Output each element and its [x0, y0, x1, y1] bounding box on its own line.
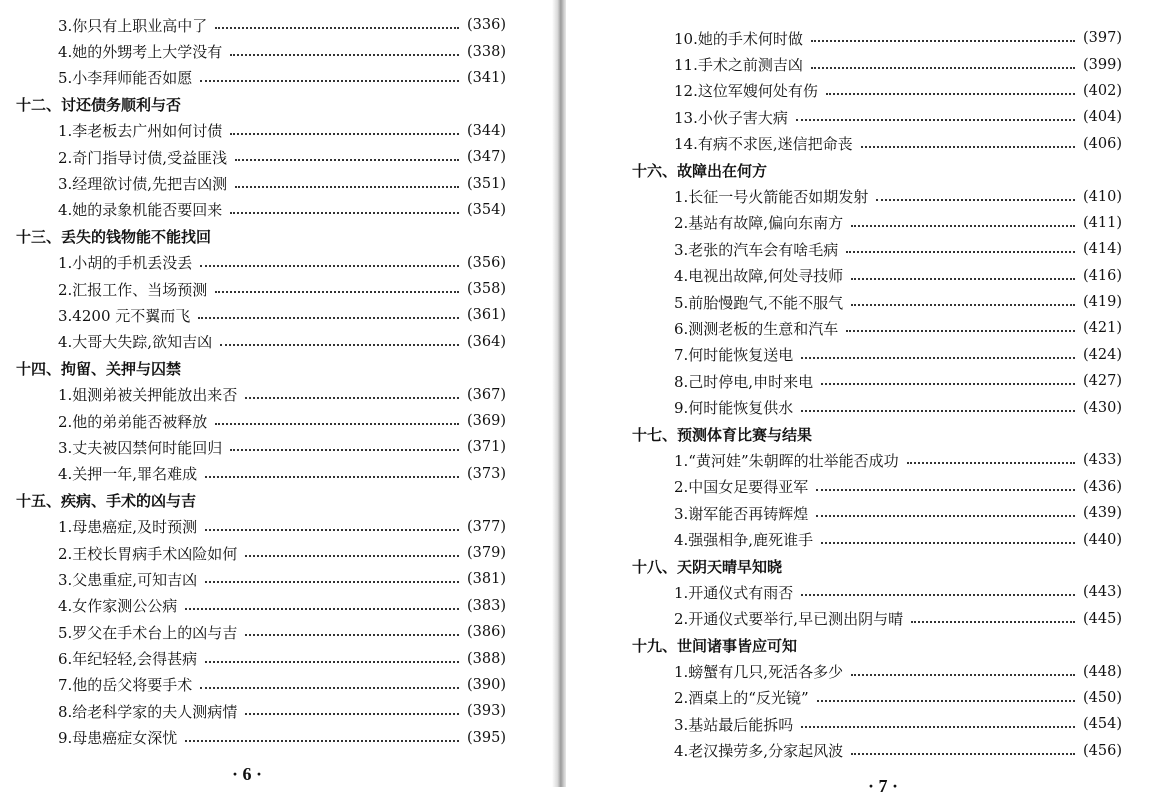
entry-page-number: (411): [1083, 214, 1122, 231]
entry-title: 8.己时停电,申时来电: [674, 372, 814, 391]
entry-title: 4.电视出故障,何处寻技师: [674, 267, 844, 286]
entry-page-number: (351): [467, 175, 506, 192]
toc-entry: [16, 276, 506, 302]
section-title: 十二、讨还债务顺利与否: [16, 95, 182, 114]
entry-page-number: (369): [467, 413, 506, 430]
entry-page-number: (419): [1083, 294, 1122, 311]
entry-page-number: (427): [1083, 373, 1122, 390]
dot-leader: [876, 185, 1075, 201]
toc-entry: [632, 210, 1122, 236]
entry-page-number: (445): [1083, 610, 1122, 627]
dot-leader: [205, 462, 459, 478]
toc-entry: [632, 51, 1122, 77]
entry-title: 10.她的手术何时做: [674, 29, 803, 48]
section-title: 十八、天阴天晴早知晓: [632, 557, 783, 576]
dot-leader: [200, 66, 459, 82]
entry-title: 2.王校长胃病手术凶险如何: [58, 544, 238, 563]
left-page-number: · 6 ·: [232, 764, 263, 784]
entry-title: 5.小李拜师能否如愿: [58, 69, 193, 88]
entry-title: 3.父患重症,可知吉凶: [58, 570, 198, 589]
entry-title: 9.母患癌症女深忧: [58, 729, 178, 748]
entry-page-number: (367): [467, 386, 506, 403]
entry-page-number: (377): [467, 518, 506, 535]
entry-title: 5.前胎慢跑气,不能不服气: [674, 293, 844, 312]
entry-page-number: (358): [467, 281, 506, 298]
entry-page-number: (404): [1083, 109, 1122, 126]
dot-leader: [245, 541, 459, 557]
dot-leader: [200, 251, 459, 267]
section-title: 十六、故障出在何方: [632, 161, 768, 180]
entry-title: 13.小伙子害大病: [674, 108, 788, 127]
entry-page-number: (373): [467, 465, 506, 482]
dot-leader: [851, 660, 1075, 676]
entry-page-number: (388): [467, 650, 506, 667]
dot-leader: [907, 448, 1075, 464]
entry-page-number: (338): [467, 43, 506, 60]
entry-title: 4.强强相争,鹿死谁手: [674, 531, 814, 550]
entry-title: 3.4200 元不翼而飞: [58, 306, 191, 325]
section-title: 十四、拘留、关押与囚禁: [16, 359, 182, 378]
entry-page-number: (410): [1083, 188, 1122, 205]
toc-section-heading: [16, 91, 506, 117]
toc-section-heading: [16, 223, 506, 249]
entry-page-number: (397): [1083, 30, 1122, 47]
toc-entry: [632, 131, 1122, 157]
dot-leader: [215, 409, 459, 425]
entry-title: 1.李老板去广州如何讨债: [58, 122, 223, 141]
toc-entry: [16, 197, 506, 223]
toc-entry: [632, 447, 1122, 473]
entry-page-number: (416): [1083, 267, 1122, 284]
entry-page-number: (440): [1083, 531, 1122, 548]
entry-title: 1.开通仪式有雨否: [674, 583, 794, 602]
dot-leader: [826, 79, 1075, 95]
toc-entry: [16, 302, 506, 328]
dot-leader: [816, 501, 1075, 517]
dot-leader: [230, 40, 459, 56]
toc-section-heading: [632, 157, 1122, 183]
toc-entry: [632, 236, 1122, 262]
dot-leader: [911, 607, 1075, 623]
entry-page-number: (436): [1083, 478, 1122, 495]
dot-leader: [846, 316, 1075, 332]
entry-page-number: (443): [1083, 584, 1122, 601]
dot-leader: [230, 119, 459, 135]
entry-page-number: (379): [467, 545, 506, 561]
dot-leader: [801, 343, 1075, 359]
toc-entry: [632, 685, 1122, 711]
toc-entry: [632, 526, 1122, 552]
entry-title: 6.年纪轻轻,会得甚病: [58, 650, 198, 669]
toc-entry: [16, 672, 506, 698]
dot-leader: [811, 26, 1075, 42]
toc-section-heading: [16, 487, 506, 513]
section-title: 十五、疾病、手术的凶与吉: [16, 491, 197, 510]
toc-entry: [16, 645, 506, 671]
dot-leader: [796, 105, 1075, 121]
dot-leader: [230, 435, 459, 451]
entry-title: 3.丈夫被囚禁何时能回归: [58, 438, 223, 457]
entry-title: 1.“黄河娃”朱朝晖的壮举能否成功: [674, 451, 899, 470]
dot-leader: [801, 712, 1075, 728]
toc-entry: [632, 78, 1122, 104]
entry-page-number: (361): [467, 307, 506, 324]
entry-page-number: (341): [467, 69, 506, 86]
toc-entry: [16, 38, 506, 64]
dot-leader: [846, 237, 1075, 253]
toc-entry: [16, 461, 506, 487]
entry-title: 2.开通仪式要举行,早已测出阴与晴: [674, 610, 904, 629]
toc-entry: [16, 619, 506, 645]
toc-entry: [632, 474, 1122, 500]
entry-title: 1.小胡的手机丢没丢: [58, 254, 193, 273]
toc-entry: [16, 434, 506, 460]
entry-title: 11.手术之前测吉凶: [674, 56, 803, 75]
right-page-number: · 7 ·: [868, 776, 899, 796]
entry-title: 2.他的弟弟能否被释放: [58, 412, 208, 431]
dot-leader: [198, 303, 459, 319]
entry-page-number: (450): [1083, 689, 1122, 706]
entry-title: 1.姐测弟被关押能放出来否: [58, 386, 238, 405]
toc-entry: [632, 315, 1122, 341]
entry-title: 2.基站有故障,偏向东南方: [674, 214, 844, 233]
entry-page-number: (336): [467, 17, 506, 34]
entry-page-number: (393): [467, 703, 506, 720]
dot-leader: [851, 739, 1075, 755]
dot-leader: [851, 264, 1075, 280]
entry-title: 2.中国女足要得亚军: [674, 478, 809, 497]
entry-page-number: (424): [1083, 346, 1122, 363]
toc-entry: [632, 263, 1122, 289]
toc-entry: [632, 606, 1122, 632]
dot-leader: [230, 198, 459, 214]
entry-page-number: (448): [1083, 663, 1122, 680]
dot-leader: [185, 594, 459, 610]
entry-page-number: (364): [467, 333, 506, 350]
right-toc-list: [632, 25, 1122, 764]
toc-section-heading: [632, 421, 1122, 447]
toc-entry: [16, 12, 506, 38]
toc-entry: [16, 513, 506, 539]
entry-title: 6.测测老板的生意和汽车: [674, 319, 839, 338]
toc-entry: [632, 368, 1122, 394]
entry-page-number: (421): [1083, 320, 1122, 337]
toc-entry: [16, 144, 506, 170]
toc-entry: [16, 65, 506, 91]
entry-title: 2.奇门指导讨债,受益匪浅: [58, 148, 228, 167]
dot-leader: [821, 369, 1075, 385]
toc-section-heading: [632, 553, 1122, 579]
dot-leader: [205, 567, 459, 583]
left-toc-list: [16, 12, 506, 751]
entry-page-number: (386): [467, 624, 506, 641]
dot-leader: [801, 396, 1075, 412]
dot-leader: [851, 211, 1075, 227]
toc-entry: [16, 593, 506, 619]
toc-entry: [632, 104, 1122, 130]
right-page: [566, 0, 1164, 796]
entry-title: 8.给老科学家的夫人测病情: [58, 702, 238, 721]
toc-entry: [632, 500, 1122, 526]
dot-leader: [801, 580, 1075, 596]
entry-title: 7.他的岳父将要手术: [58, 676, 193, 695]
dot-leader: [817, 686, 1075, 702]
dot-leader: [200, 673, 459, 689]
dot-leader: [205, 515, 459, 531]
entry-title: 4.老汉操劳多,分家起风波: [674, 742, 844, 761]
entry-title: 4.她的外甥考上大学没有: [58, 43, 223, 62]
section-title: 十三、丢失的钱物能不能找回: [16, 227, 212, 246]
entry-title: 4.大哥大失踪,欲知吉凶: [58, 333, 213, 352]
section-title: 十九、世间诸事皆应可知: [632, 636, 798, 655]
entry-title: 14.有病不求医,迷信把命丧: [674, 135, 853, 154]
entry-page-number: (414): [1083, 241, 1122, 258]
toc-entry: [632, 711, 1122, 737]
toc-entry: [16, 566, 506, 592]
entry-page-number: (402): [1083, 82, 1122, 99]
dot-leader: [220, 330, 459, 346]
dot-leader: [245, 699, 459, 715]
entry-title: 3.经理欲讨债,先把吉凶测: [58, 175, 228, 194]
dot-leader: [851, 290, 1075, 306]
toc-entry: [632, 183, 1122, 209]
toc-entry: [632, 738, 1122, 764]
dot-leader: [821, 528, 1075, 544]
entry-page-number: (433): [1083, 452, 1122, 469]
toc-entry: [632, 658, 1122, 684]
entry-title: 4.女作家测公公病: [58, 597, 178, 616]
dot-leader: [235, 145, 459, 161]
entry-page-number: (439): [1083, 505, 1122, 522]
entry-page-number: (430): [1083, 399, 1122, 416]
entry-page-number: (395): [467, 729, 506, 746]
left-page: [0, 0, 556, 787]
entry-title: 1.长征一号火箭能否如期发射: [674, 188, 869, 207]
entry-title: 2.酒桌上的“反光镜”: [674, 689, 809, 708]
entry-page-number: (354): [467, 201, 506, 218]
dot-leader: [245, 620, 459, 636]
toc-entry: [16, 540, 506, 566]
entry-title: 7.何时能恢复送电: [674, 346, 794, 365]
toc-entry: [16, 381, 506, 407]
toc-entry: [16, 170, 506, 196]
dot-leader: [185, 726, 459, 742]
entry-page-number: (381): [467, 571, 506, 588]
dot-leader: [235, 172, 459, 188]
entry-title: 4.关押一年,罪名难成: [58, 465, 198, 484]
entry-title: 12.这位军嫂何处有伤: [674, 82, 818, 101]
toc-entry: [16, 329, 506, 355]
toc-entry: [632, 394, 1122, 420]
toc-section-heading: [16, 355, 506, 381]
entry-page-number: (344): [467, 122, 506, 139]
toc-entry: [632, 289, 1122, 315]
dot-leader: [861, 132, 1075, 148]
dot-leader: [811, 53, 1075, 69]
entry-page-number: (347): [467, 149, 506, 166]
toc-entry: [16, 698, 506, 724]
entry-page-number: (399): [1083, 56, 1122, 73]
toc-entry: [632, 579, 1122, 605]
toc-entry: [16, 250, 506, 276]
section-title: 十七、预测体育比赛与结果: [632, 425, 813, 444]
entry-page-number: (456): [1083, 742, 1122, 759]
entry-title: 3.老张的汽车会有啥毛病: [674, 240, 839, 259]
toc-entry: [16, 725, 506, 751]
dot-leader: [215, 13, 459, 29]
entry-title: 3.谢军能否再铸辉煌: [674, 504, 809, 523]
dot-leader: [215, 277, 459, 293]
entry-title: 3.基站最后能拆吗: [674, 715, 794, 734]
dot-leader: [245, 383, 459, 399]
entry-page-number: (371): [467, 439, 506, 456]
entry-title: 4.她的录象机能否要回来: [58, 201, 223, 220]
entry-page-number: (383): [467, 597, 506, 614]
entry-title: 2.汇报工作、当场预测: [58, 280, 208, 299]
entry-page-number: (406): [1083, 135, 1122, 152]
dot-leader: [205, 647, 459, 663]
entry-title: 5.罗父在手术台上的凶与吉: [58, 623, 238, 642]
toc-entry: [632, 342, 1122, 368]
entry-title: 9.何时能恢复供水: [674, 399, 794, 418]
toc-entry: [16, 408, 506, 434]
toc-section-heading: [632, 632, 1122, 658]
entry-page-number: (356): [467, 254, 506, 271]
entry-page-number: (454): [1083, 716, 1122, 733]
entry-title: 1.母患癌症,及时预测: [58, 518, 198, 537]
entry-title: 3.你只有上职业高中了: [58, 16, 208, 35]
toc-entry: [632, 25, 1122, 51]
toc-entry: [16, 118, 506, 144]
entry-page-number: (390): [467, 676, 506, 693]
entry-title: 1.螃蟹有几只,死活各多少: [674, 663, 844, 682]
dot-leader: [816, 475, 1075, 491]
